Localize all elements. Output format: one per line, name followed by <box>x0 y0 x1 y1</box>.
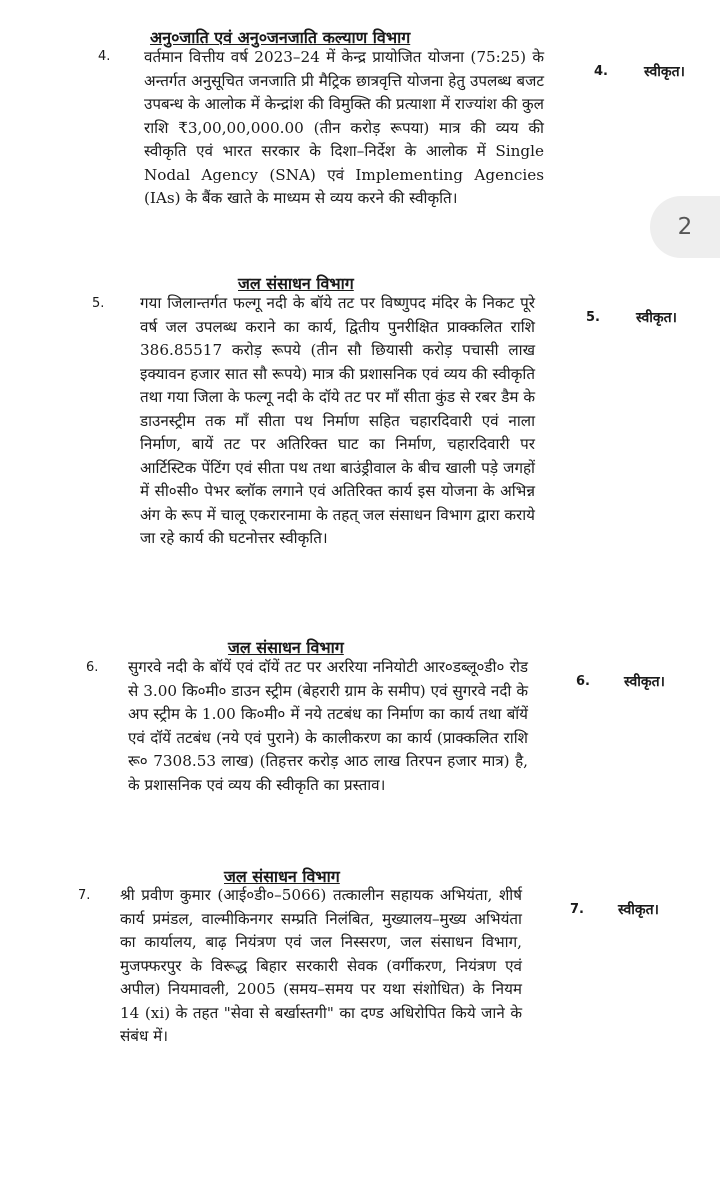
decision-status: स्वीकृत। <box>644 64 685 80</box>
decision-status: स्वीकृत। <box>636 310 677 326</box>
item-number: 6. <box>86 660 99 675</box>
department-heading: जल संसाधन विभाग <box>238 274 354 293</box>
decision-status: स्वीकृत। <box>624 674 665 690</box>
page-indicator: 2 <box>650 196 720 258</box>
decision-number: 5. <box>586 310 600 325</box>
decision-number: 4. <box>594 64 608 79</box>
item-text: श्री प्रवीण कुमार (आई०डी०–5066) तत्कालीन सहायक अभियंता, शीर्ष कार्य प्रमंडल, वाल्मीकिनगर सम्प्रति निलंबित, मुख्यालय–मुख्य अभियंता का कार्यालय, बाढ़ नियंत्रण एवं जल निस्सरण, जल संसाधन विभाग, मुजफ्फरपुर के विरूद्ध बिहार सरकारी सेवक (वर्गीकरण, नियंत्रण एवं अपील) नियमावली, 2005 (समय–समय पर यथा संशोधित) के नियम 14 (xi) के तहत "सेवा से बर्खास्तगी" का दण्ड अधिरोपित किये जाने के संबंध में। <box>120 886 522 1045</box>
item-text: गया जिलान्तर्गत फल्गू नदी के बॉये तट पर विष्णुपद मंदिर के निकट पूरे वर्ष जल उपलब्ध कराने का कार्य, द्वितीय पुनरीक्षित प्राक्कलित राशि 386.85517 करोड़ रूपये (तीन सौ छियासी करोड़ पचासी लाख इक्यावन हजार सात सौ रूपये) मात्र की प्रशासनिक एवं व्यय की स्वीकृति तथा गया जिला के फल्गू नदी के दॉये तट पर माँ सीता कुंड से रबर डैम के डाउनस्ट्रीम तक माँ सीता पथ निर्माण सहित चहारदिवारी एवं नाला निर्माण, बायें तट पर अतिरिक्त घाट का निर्माण, चहारदिवारी पर आर्टिस्टिक पेंटिंग एवं सीता पथ तथा बाउंड्रीवाल के बीच खाली पड़े जगहों में सी०सी० पेभर ब्लॉक लगाने एवं अतिरिक्त कार्य इस योजना के अभिन्न अंग के रूप में चालू एकरारनामा के तहत् जल संसाधन विभाग द्वारा कराये जा रहे कार्य की घटनोत्तर स्वीकृति। <box>140 294 535 547</box>
decision-number: 7. <box>570 902 584 917</box>
item-text: सुगरवे नदी के बॉयें एवं दॉयें तट पर अररिया ननियोटी आर०डब्लू०डी० रोड से 3.00 कि०मी० डाउन स्ट्रीम (बेहरारी ग्राम के समीप) एवं सुगरवे नदी के अप स्ट्रीम के 1.00 कि०मी० में नये तटबंध का निर्माण का कार्य तथा बॉयें एवं दॉयें तटबंध (नये एवं पुराने) के कालीकरण का कार्य (प्राक्कलित राशि रू० 7308.53 लाख) (तिहत्तर करोड़ आठ लाख तिरपन हजार मात्र) है, के प्रशासनिक एवं व्यय की स्वीकृति का प्रस्ताव। <box>128 658 528 794</box>
item-number: 5. <box>92 296 105 311</box>
department-heading: जल संसाधन विभाग <box>228 638 344 657</box>
item-number: 4. <box>98 49 111 64</box>
item-text: वर्तमान वित्तीय वर्ष 2023–24 में केन्द्र प्रायोजित योजना (75:25) के अन्तर्गत अनुसूचित जनजाति प्री मैट्रिक छात्रवृत्ति योजना हेतु उपलब्ध बजट उपबन्ध के आलोक में केन्द्रांश की विमुक्ति की प्रत्याशा में राज्यांश की कुल राशि ₹3,00,00,000.00 (तीन करोड़ रूपया) मात्र की व्यय की स्वीकृति एवं भारत सरकार के दिशा–निर्देश के आलोक में Single Nodal Agency (SNA) एवं Implementing Agencies (IAs) के बैंक खाते के माध्यम से व्यय करने की स्वीकृति। <box>144 48 544 207</box>
decision-number: 6. <box>576 674 590 689</box>
decision-status: स्वीकृत। <box>618 902 659 918</box>
item-number: 7. <box>78 888 91 903</box>
department-heading: जल संसाधन विभाग <box>224 867 340 886</box>
department-heading: अनु०जाति एवं अनु०जनजाति कल्याण विभाग <box>150 28 411 47</box>
